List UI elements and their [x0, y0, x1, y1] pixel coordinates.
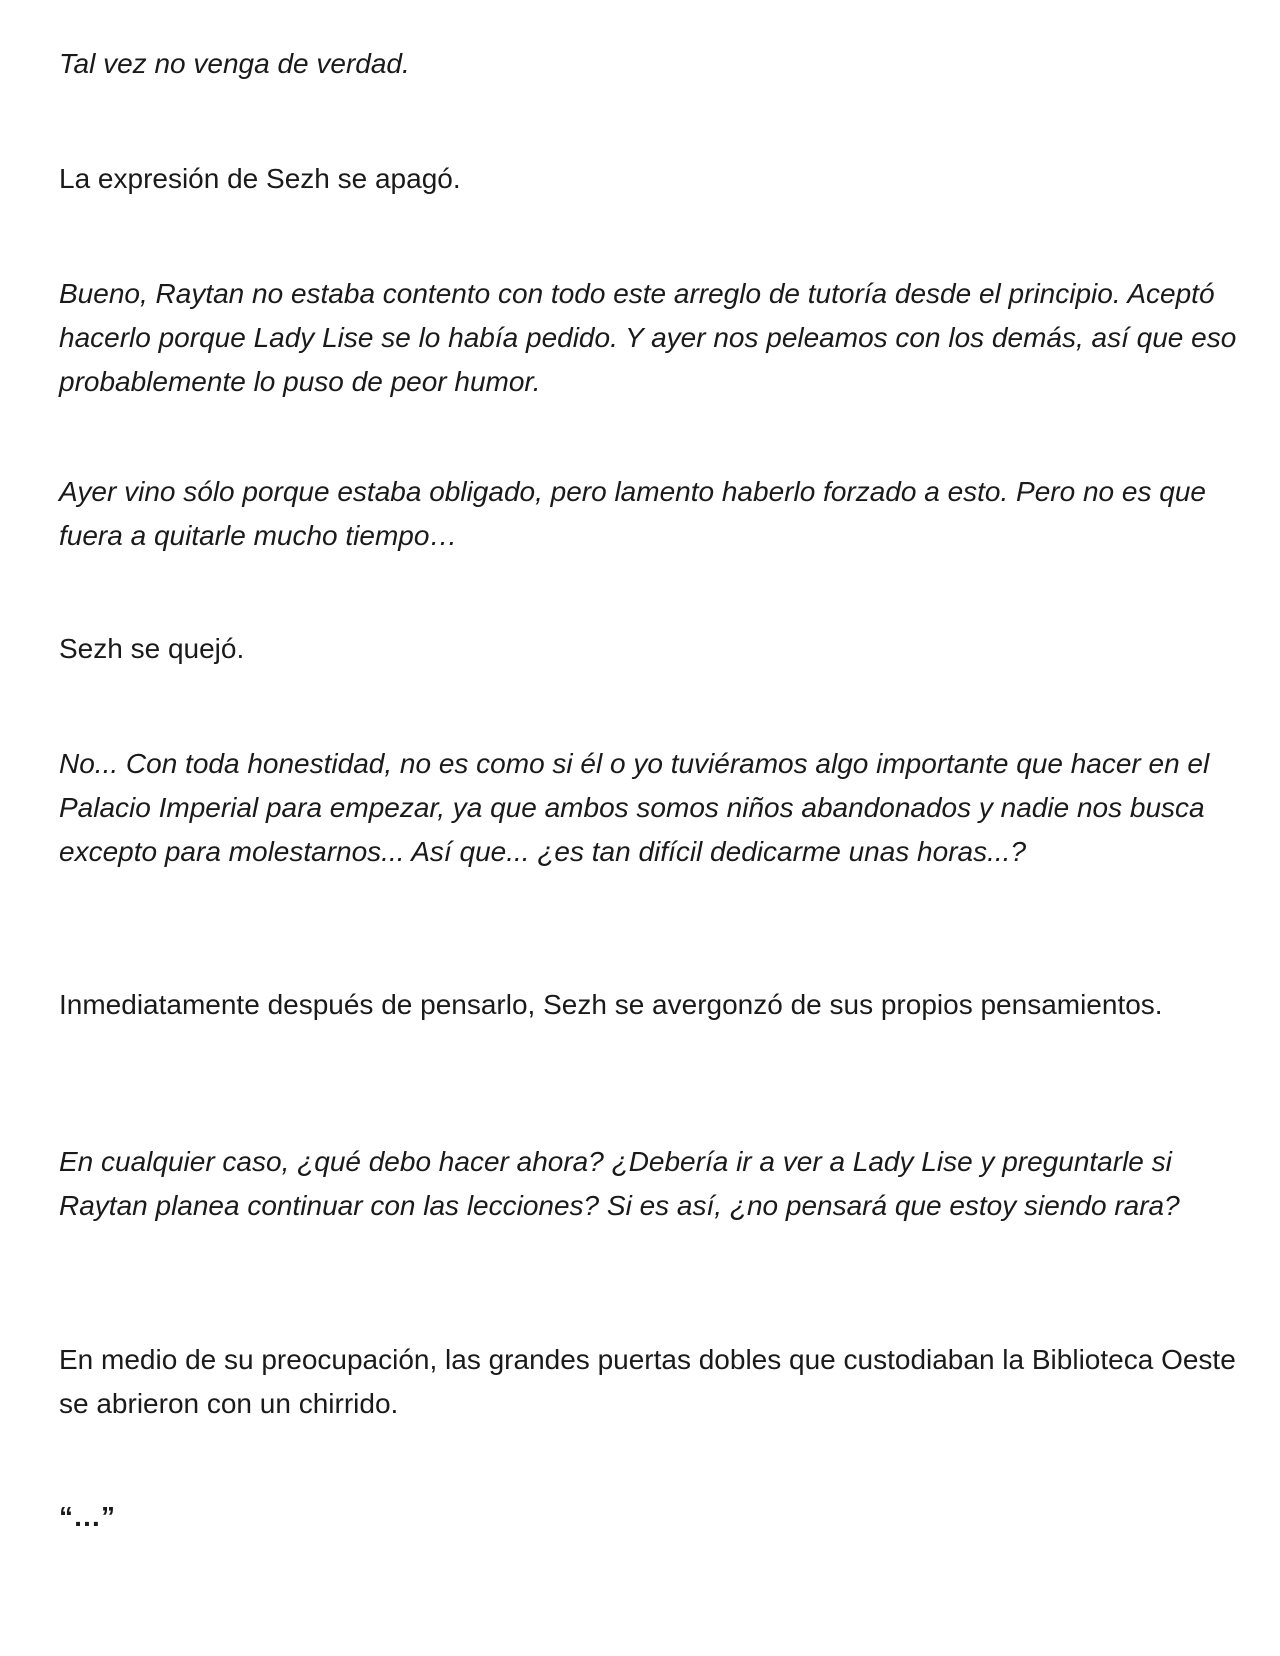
paragraph: En medio de su preocupación, las grandes puertas dobles que custodiaban la Biblioteca Oeste se abrieron con un chirrido.: [59, 1344, 1236, 1419]
paragraph: Bueno, Raytan no estaba contento con todo este arreglo de tutoría desde el principio. Aceptó hacerlo porque Lady Lise se lo había pedido. Y ayer nos peleamos con los demás, así que eso probablemente lo puso de peor humor.: [59, 278, 1237, 397]
paragraph: Tal vez no venga de verdad.: [59, 48, 410, 79]
paragraph: Sezh se quejó.: [59, 633, 245, 664]
paragraph: Ayer vino sólo porque estaba obligado, pero lamento haberlo forzado a esto. Pero no es que fuera a quitarle mucho tiempo…: [59, 476, 1206, 551]
paragraph: “…”: [59, 1501, 115, 1532]
paragraph: No... Con toda honestidad, no es como si él o yo tuviéramos algo importante que hacer en el Palacio Imperial para empezar, ya que ambos somos niños abandonados y nadie nos busca excepto para molestarnos... Así que... ¿es tan difícil dedicarme unas horas...?: [59, 748, 1210, 867]
paragraph: En cualquier caso, ¿qué debo hacer ahora? ¿Debería ir a ver a Lady Lise y preguntarle si Raytan planea continuar con las lecciones? Si es así, ¿no pensará que estoy siendo rara?: [59, 1146, 1180, 1221]
paragraph: La expresión de Sezh se apagó.: [59, 163, 461, 194]
paragraph: Inmediatamente después de pensarlo, Sezh se avergonzó de sus propios pensamientos.: [59, 989, 1163, 1020]
